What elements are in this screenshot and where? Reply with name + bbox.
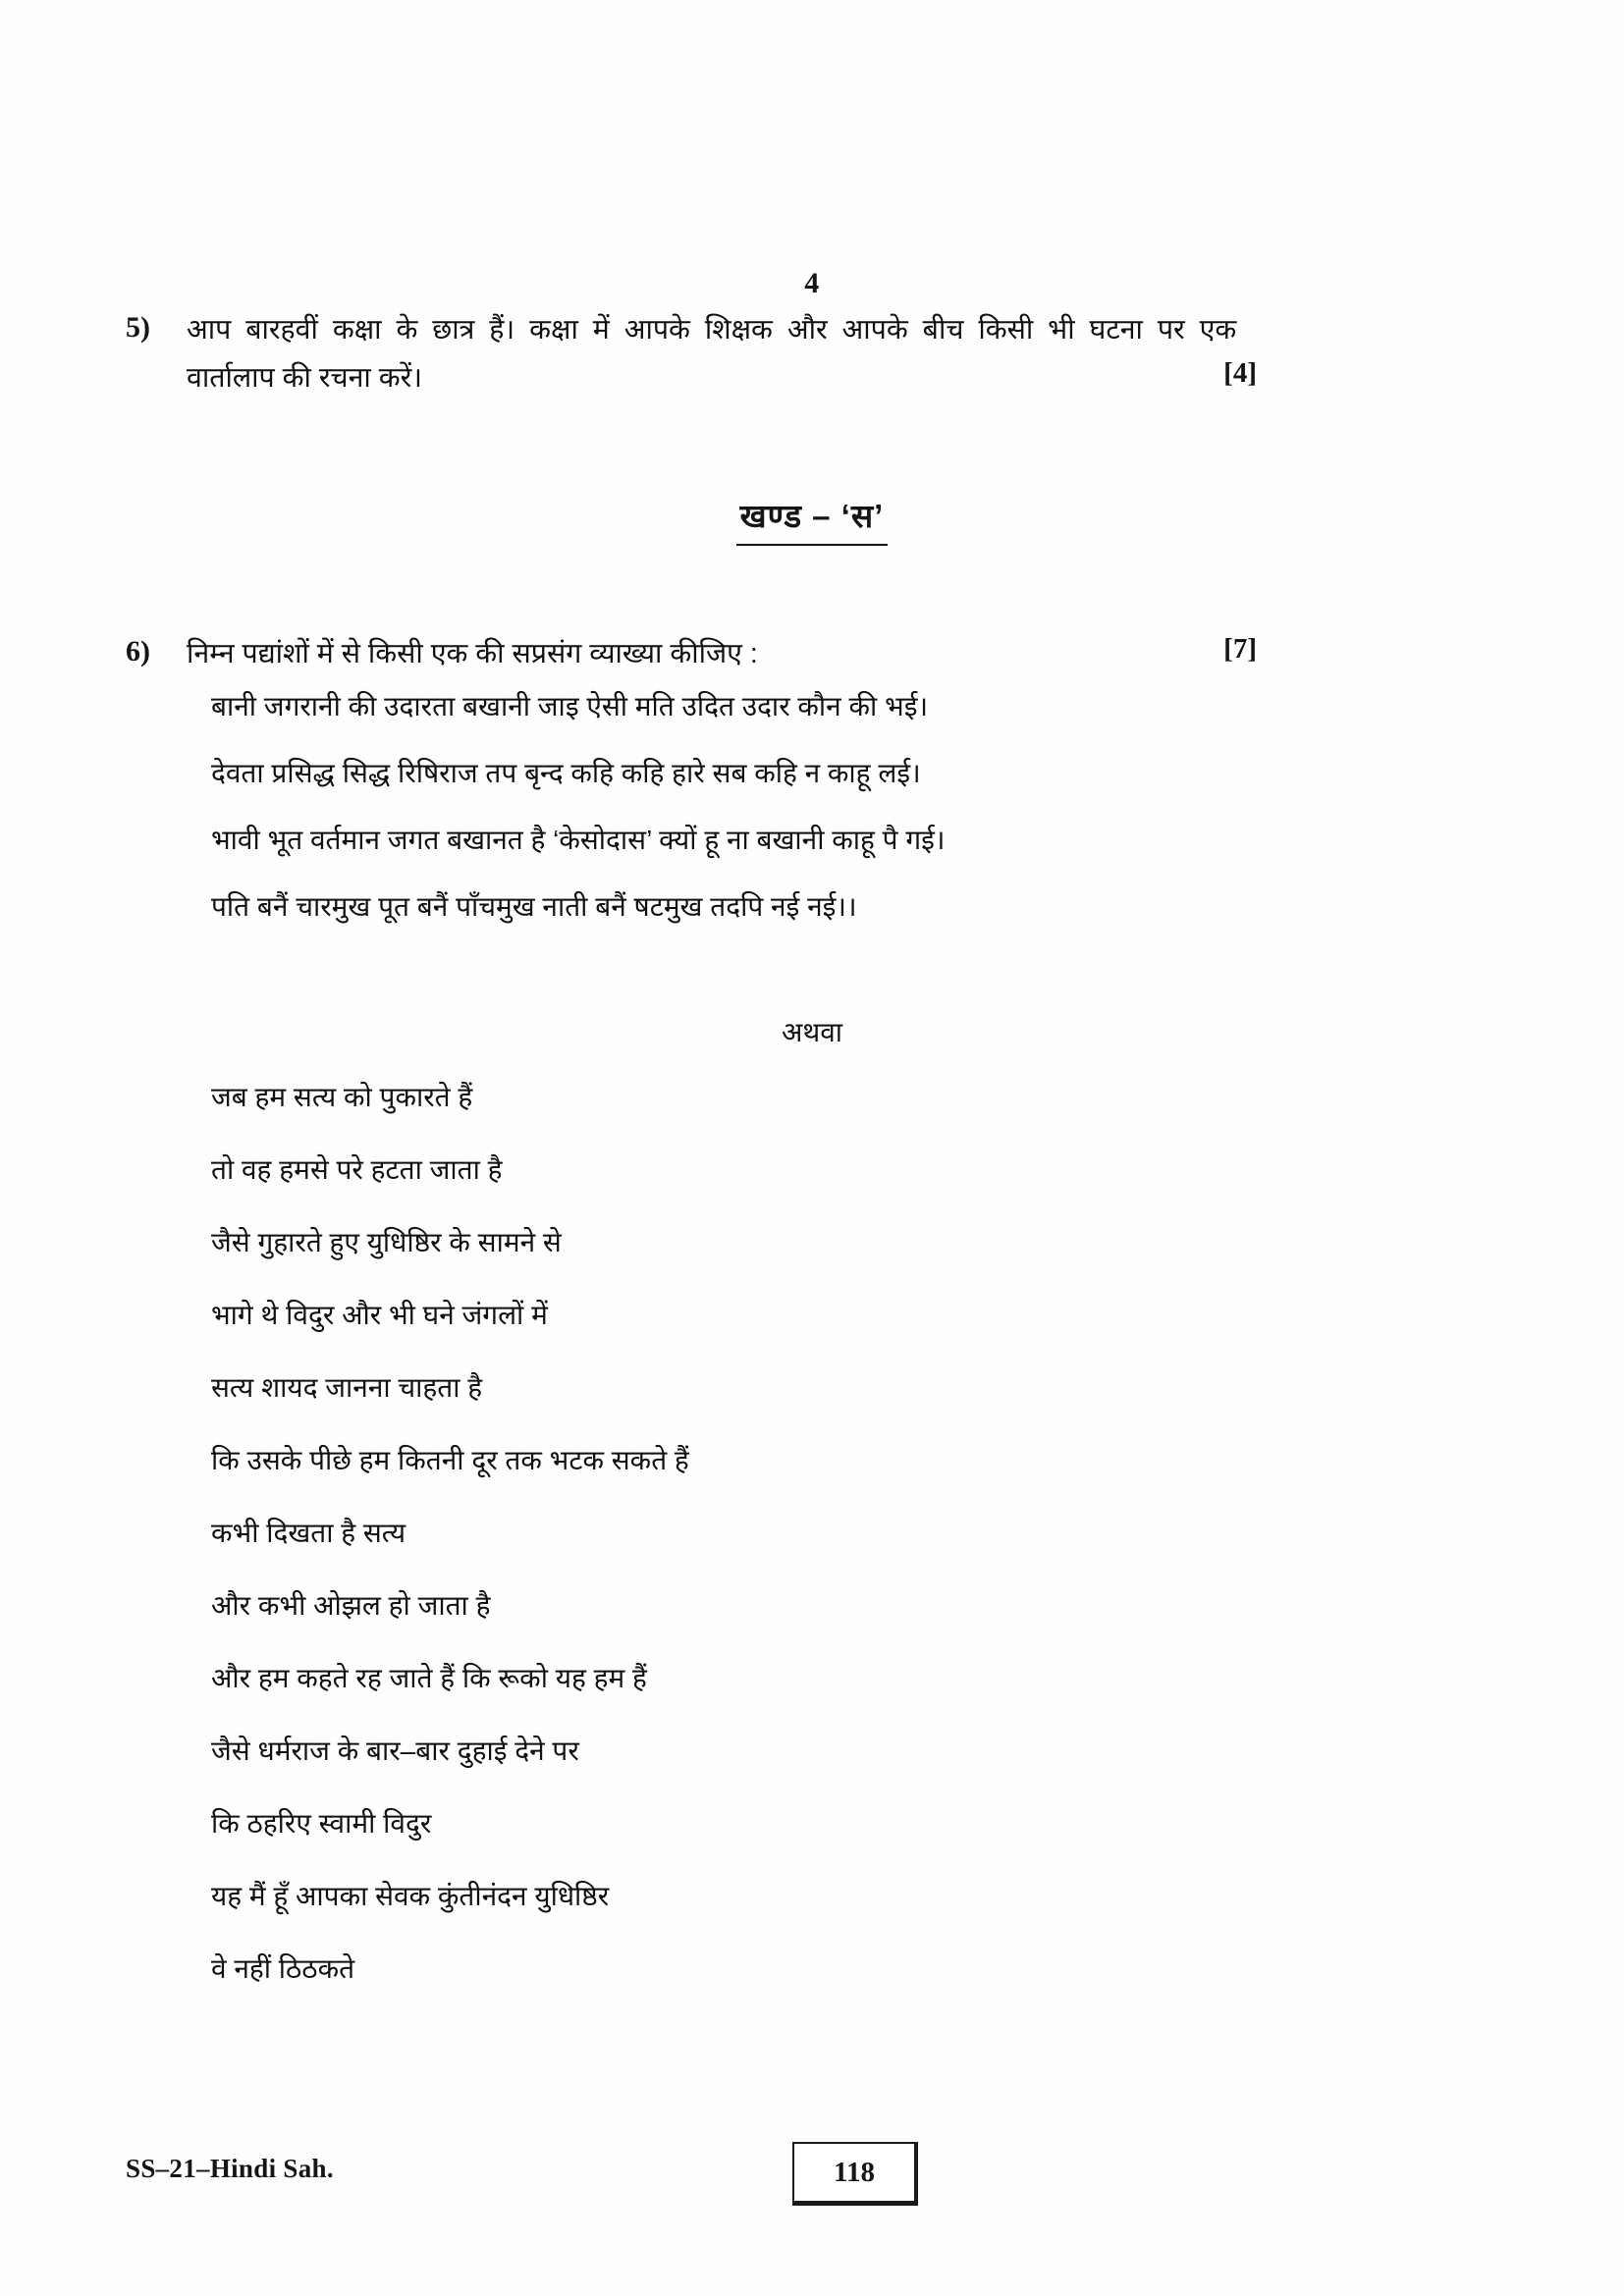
footer-paper-code: SS–21–Hindi Sah. — [126, 2154, 334, 2183]
passage-two-line: तो वह हमसे परे हटता जाता है — [211, 1154, 503, 1185]
question-5-number: 5) — [126, 311, 150, 344]
question-6-marks: [7] — [1223, 633, 1257, 665]
passage-two-line: वे नहीं ठिठकते — [211, 1953, 355, 1984]
passage-two-line: सत्य शायद जानना चाहता है — [211, 1372, 483, 1403]
question-5-marks: [4] — [1223, 357, 1257, 390]
passage-two-line: जब हम सत्य को पुकारते हैं — [211, 1082, 473, 1112]
passage-one-line: पति बनैं चारमुख पूत बनैं पाँचमुख नाती बनैं षटमुख तदपि नई नई।। — [211, 891, 857, 922]
passage-one — [211, 693, 1389, 960]
passage-two-line: जैसे धर्मराज के बार–बार दुहाई देने पर — [211, 1735, 579, 1766]
passage-two-line: और हम कहते रह जाते हैं कि रूको यह हम हैं — [211, 1663, 647, 1693]
question-5-body — [187, 309, 1265, 400]
passage-two-line: कि उसके पीछे हम कितनी दूर तक भटक सकते हैं — [211, 1445, 689, 1475]
question-5-line-2-row — [187, 357, 1257, 400]
page-number-header: 4 — [804, 267, 820, 299]
section-heading-text: खण्ड – ‘स’ — [736, 493, 889, 546]
passage-one-line: बानी जगरानी की उदारता बखानी जाइ ऐसी मति उदित उदार कौन की भई। — [211, 691, 929, 721]
question-6-body — [187, 633, 1265, 675]
question-6-prompt: निम्न पद्यांशों में से किसी एक की सप्रसंग व्याख्या कीजिए : — [187, 638, 758, 669]
passage-two-line: और कभी ओझल हो जाता है — [211, 1590, 491, 1621]
passage-one-line: भावी भूत वर्तमान जगत बखानत है ‘केसोदास’ क्यों हू ना बखानी काहू पै गई। — [211, 825, 946, 855]
question-5-line-1-row — [187, 309, 1257, 351]
passage-two-line: कभी दिखता है सत्य — [211, 1518, 406, 1548]
question-5-text-line-1: आप बारहवीं कक्षा के छात्र हैं। कक्षा में आपके शिक्षक और आपके बीच किसी भी घटना पर एक — [187, 314, 1237, 346]
passage-two — [211, 1084, 1389, 2028]
passage-two-line: कि ठहरिए स्वामी विदुर — [211, 1808, 432, 1839]
question-6-number: 6) — [126, 635, 150, 667]
footer-page-box: 118 — [792, 2142, 918, 2206]
passage-two-line: यह मैं हूँ आपका सेवक कुंतीनंदन युधिष्ठिर — [211, 1881, 610, 1911]
question-5 — [126, 309, 1265, 400]
question-6 — [126, 633, 1265, 675]
question-5-text-line-2: वार्तालाप की रचना करें। — [187, 362, 423, 395]
passage-one-line: देवता प्रसिद्ध सिद्ध रिषिराज तप बृन्द कहि कहि हारे सब कहि न काहू लई। — [211, 758, 921, 788]
passage-two-line: जैसे गुहारते हुए युधिष्ठिर के सामने से — [211, 1227, 562, 1257]
page-footer — [0, 2142, 1624, 2211]
alternative-label: अथवा — [781, 1017, 843, 1047]
section-heading — [0, 493, 1624, 546]
question-6-head-row — [187, 633, 1257, 675]
passage-two-line: भागे थे विदुर और भी घने जंगलों में — [211, 1300, 548, 1330]
